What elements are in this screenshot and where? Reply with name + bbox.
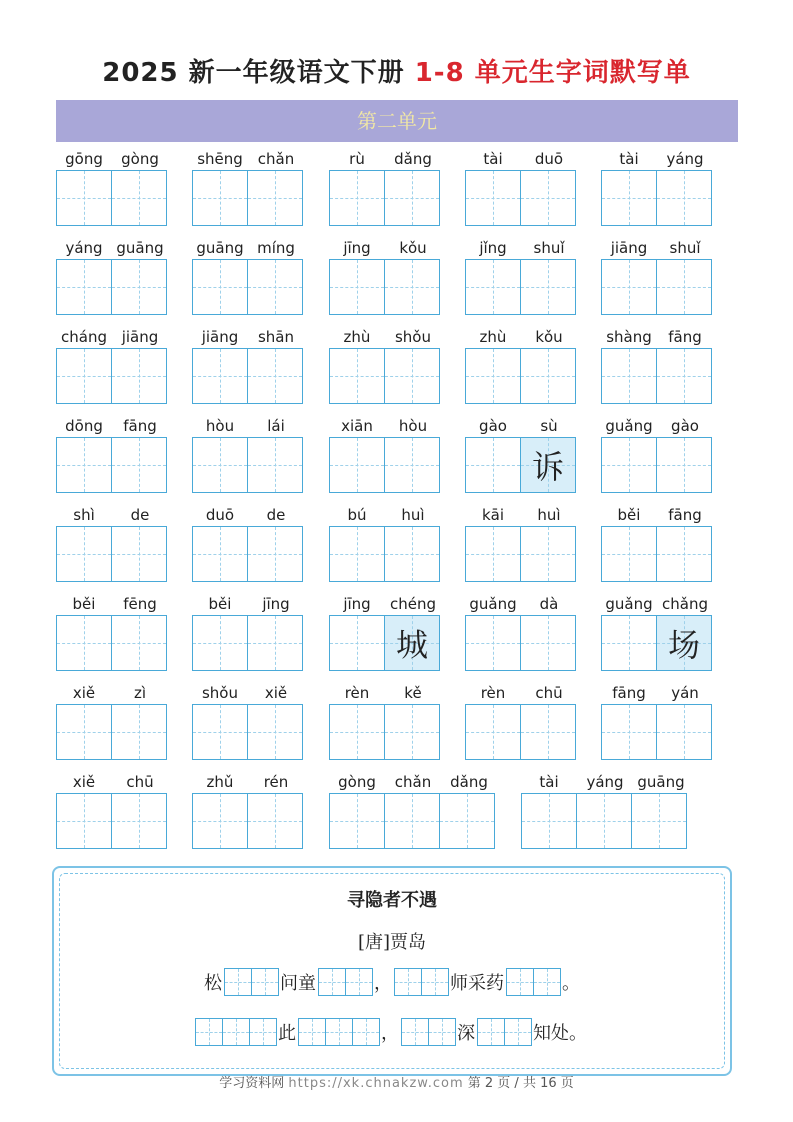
pinyin-label: shuǐ [669,239,701,257]
tianzige-box[interactable] [111,526,167,582]
pinyin-label: zhù [479,328,507,346]
tianzige-box[interactable] [465,615,521,671]
vocab-word [465,150,577,228]
vocab-word [56,417,168,495]
vocab-word [56,506,168,584]
tianzige-box[interactable] [247,259,303,315]
pinyin-label: chǎn [394,773,432,791]
tianzige-box[interactable] [439,793,495,849]
pinyin-label: xiě [72,773,96,791]
poem-text: 问童 [280,973,316,994]
writing-boxes [192,170,302,226]
tianzige-box[interactable] [520,170,576,226]
writing-boxes [601,259,711,315]
tianzige-box[interactable] [384,615,440,671]
tianzige-box[interactable] [111,259,167,315]
pinyin-label: jiāng [121,328,159,346]
writing-boxes [329,615,439,671]
pinyin-label: jīng [343,239,371,257]
vocab-word [601,595,713,673]
poem-line-1 [54,968,730,996]
tianzige-box[interactable] [520,348,576,404]
poem-text: ， [381,1023,399,1044]
vocab-word [192,328,304,406]
vocab-word [56,595,168,673]
pinyin-label: běi [617,506,641,524]
vocab-word [521,773,689,851]
tianzige-box[interactable] [384,437,440,493]
writing-boxes [192,793,302,849]
pinyin-label: shān [257,328,295,346]
pinyin-label: dōng [65,417,103,435]
vocab-word [465,684,577,762]
pinyin-label: běi [208,595,232,613]
pinyin-label: gòng [338,773,376,791]
pinyin-label: zhǔ [206,773,234,791]
unit-header: 第二单元 [56,100,738,142]
poem-blank-box[interactable] [298,1018,326,1046]
vocab-word [329,239,441,317]
tianzige-box[interactable] [111,437,167,493]
tianzige-box[interactable] [247,437,303,493]
writing-boxes [56,437,166,493]
tianzige-box[interactable] [56,170,112,226]
pinyin-label: shuǐ [533,239,565,257]
tianzige-box[interactable] [601,704,657,760]
page-footer [0,1072,793,1091]
vocab-word [56,684,168,762]
pinyin-label: duō [534,150,564,168]
poem-text: 此 [278,1023,296,1044]
pinyin-label: xiě [264,684,288,702]
vocab-word [465,328,577,406]
tianzige-box[interactable] [56,704,112,760]
tianzige-box[interactable] [111,793,167,849]
vocab-word [465,506,577,584]
poem-blank-box[interactable] [345,968,373,996]
vocab-word [329,595,441,673]
pinyin-label: zì [133,684,147,702]
vocab-word [56,239,168,317]
title-highlight: 1-8 单元生字词默写单 [414,58,691,88]
tianzige-box[interactable] [192,348,248,404]
tianzige-box[interactable] [465,526,521,582]
vocab-word [192,595,304,673]
tianzige-box[interactable] [384,259,440,315]
writing-boxes [601,170,711,226]
pinyin-label: guǎng [605,417,653,435]
tianzige-box[interactable] [465,259,521,315]
pinyin-label: shēng [197,150,243,168]
pinyin-label: chéng [389,595,436,613]
pinyin-label: shǒu [394,328,431,346]
writing-boxes [601,526,711,582]
writing-boxes [192,348,302,404]
pinyin-label: dà [539,595,559,613]
poem-text: 师采药 [450,973,504,994]
poem-title: 寻隐者不遇 [347,890,437,911]
tianzige-box[interactable] [111,615,167,671]
vocab-word [601,239,713,317]
vocab-word [192,773,304,851]
tianzige-box[interactable] [192,615,248,671]
poem-blank-box[interactable] [352,1018,380,1046]
pinyin-label: gào [479,417,507,435]
tianzige-box[interactable] [656,170,712,226]
pinyin-label: fāng [668,328,702,346]
pinyin-label: huì [401,506,425,524]
vocab-word [192,506,304,584]
tianzige-box[interactable] [656,526,712,582]
pinyin-label: huì [537,506,561,524]
tianzige-box[interactable] [465,704,521,760]
footer-page-number: 第 2 页 / 共 16 页 [467,1076,574,1091]
pinyin-label: hòu [398,417,428,435]
tianzige-box[interactable] [520,526,576,582]
tianzige-box[interactable] [520,437,576,493]
tianzige-box[interactable] [111,348,167,404]
poem-blank-box[interactable] [318,968,346,996]
poem-text: 松 [204,973,222,994]
tianzige-box[interactable] [465,437,521,493]
tianzige-box[interactable] [247,615,303,671]
tianzige-box[interactable] [56,793,112,849]
vocab-word [192,684,304,762]
pinyin-label: kě [404,684,422,702]
pinyin-label: sù [540,417,558,435]
vocab-word [192,417,304,495]
poem-blank-box[interactable] [421,968,449,996]
pinyin-label: jīng [343,595,371,613]
tianzige-box[interactable] [656,259,712,315]
poem-blank-box[interactable] [533,968,561,996]
pinyin-label: gōng [65,150,103,168]
tianzige-box[interactable] [247,170,303,226]
tianzige-box[interactable] [601,526,657,582]
tianzige-box[interactable] [656,437,712,493]
vocab-word [601,506,713,584]
tianzige-box[interactable] [56,348,112,404]
pinyin-label: jīng [262,595,290,613]
tianzige-box[interactable] [520,615,576,671]
pinyin-label: tài [483,150,503,168]
writing-boxes [465,170,575,226]
vocab-word [56,773,168,851]
writing-boxes [56,170,166,226]
writing-boxes [56,259,166,315]
vocab-word [601,684,713,762]
pinyin-label: yán [671,684,699,702]
vocab-word [192,150,304,228]
pinyin-label: guāng [196,239,244,257]
poem-blank-box[interactable] [195,1018,223,1046]
pinyin-label: míng [257,239,295,257]
vocab-word [465,239,577,317]
tianzige-box[interactable] [465,348,521,404]
title-prefix: 2025 新一年级语文下册 [102,58,405,88]
pinyin-label: rèn [480,684,506,702]
tianzige-box[interactable] [656,615,712,671]
tianzige-box[interactable] [56,259,112,315]
poem-blank-box[interactable] [222,1018,250,1046]
pinyin-label: fāng [123,417,157,435]
vocab-word [465,595,577,673]
pinyin-label: yáng [586,773,624,791]
pinyin-label: hòu [205,417,235,435]
tianzige-box[interactable] [111,170,167,226]
pinyin-label: kǒu [399,239,427,257]
tianzige-box[interactable] [111,704,167,760]
tianzige-box[interactable] [56,526,112,582]
writing-boxes [329,526,439,582]
tianzige-box[interactable] [247,704,303,760]
pinyin-label: shàng [606,328,652,346]
tianzige-box[interactable] [329,259,385,315]
tianzige-box[interactable] [192,793,248,849]
vocab-word [192,239,304,317]
pinyin-label: fāng [668,506,702,524]
pinyin-label: fāng [612,684,646,702]
writing-boxes [329,348,439,404]
writing-boxes [465,615,575,671]
poem-blank-box[interactable] [477,1018,505,1046]
writing-boxes [192,704,302,760]
writing-boxes [329,704,439,760]
tianzige-box[interactable] [192,437,248,493]
tianzige-box[interactable] [247,348,303,404]
tianzige-box[interactable] [465,170,521,226]
pinyin-label: duō [205,506,235,524]
pinyin-label: xiān [341,417,373,435]
writing-boxes [192,526,302,582]
tianzige-box[interactable] [192,526,248,582]
writing-boxes [56,793,166,849]
tianzige-box[interactable] [384,170,440,226]
tianzige-box[interactable] [192,170,248,226]
pinyin-label: běi [72,595,96,613]
tianzige-box[interactable] [384,348,440,404]
writing-boxes [465,259,575,315]
pinyin-label: dǎng [394,150,432,168]
tianzige-box[interactable] [520,704,576,760]
writing-boxes [601,437,711,493]
pinyin-label: de [130,506,150,524]
writing-boxes [521,793,686,849]
pinyin-label: kāi [481,506,505,524]
tianzige-box[interactable] [192,704,248,760]
pinyin-label: rén [263,773,289,791]
footer-site: 学习资料网 [219,1076,285,1091]
writing-boxes [56,348,166,404]
pinyin-label: de [266,506,286,524]
tianzige-box[interactable] [247,526,303,582]
writing-boxes [56,526,166,582]
pinyin-label: gào [671,417,699,435]
tianzige-box[interactable] [601,348,657,404]
pinyin-label: xiě [72,684,96,702]
vocab-word [329,150,441,228]
filled-character: 诉 [531,448,564,486]
writing-boxes [329,437,439,493]
writing-boxes [465,437,575,493]
writing-boxes [465,526,575,582]
vocab-word [56,150,168,228]
pinyin-label: jǐng [479,239,507,257]
vocab-word [329,684,441,762]
pinyin-label: kǒu [535,328,563,346]
tianzige-box[interactable] [247,793,303,849]
vocab-word [329,328,441,406]
tianzige-box[interactable] [601,437,657,493]
tianzige-box[interactable] [192,259,248,315]
poem-text: 深 [457,1023,475,1044]
writing-boxes [601,615,711,671]
pinyin-label: lái [267,417,285,435]
tianzige-box[interactable] [56,437,112,493]
pinyin-label: chū [535,684,563,702]
pinyin-label: rù [349,150,365,168]
pinyin-label: dǎng [450,773,488,791]
poem-line-2 [54,1018,730,1046]
writing-boxes [56,704,166,760]
pinyin-label: fēng [123,595,157,613]
tianzige-box[interactable] [384,704,440,760]
tianzige-box[interactable] [521,793,577,849]
vocab-word [601,150,713,228]
poem-text: 知处。 [533,1023,587,1044]
pinyin-label: zhù [343,328,371,346]
poem-blank-box[interactable] [325,1018,353,1046]
pinyin-label: chǎng [662,595,708,613]
pinyin-label: guāng [637,773,685,791]
filled-character: 城 [395,626,428,664]
writing-boxes [329,793,494,849]
writing-boxes [329,170,439,226]
writing-boxes [465,348,575,404]
tianzige-box[interactable] [656,348,712,404]
vocab-word [329,417,441,495]
tianzige-box[interactable] [329,704,385,760]
pinyin-label: yáng [65,239,103,257]
pinyin-label: cháng [61,328,107,346]
page-title [0,52,793,89]
tianzige-box[interactable] [520,259,576,315]
tianzige-box[interactable] [384,793,440,849]
pinyin-label: guǎng [605,595,653,613]
tianzige-box[interactable] [631,793,687,849]
pinyin-label: yáng [666,150,704,168]
writing-boxes [601,704,711,760]
pinyin-label: tài [619,150,639,168]
pinyin-label: gòng [121,150,159,168]
poem-blank-box[interactable] [506,968,534,996]
pinyin-label: tài [539,773,559,791]
pinyin-label: guāng [116,239,164,257]
pinyin-label: shì [73,506,95,524]
poem-blank-box[interactable] [428,1018,456,1046]
poem-blank-box[interactable] [504,1018,532,1046]
vocab-word [601,328,713,406]
pinyin-label: guǎng [469,595,517,613]
tianzige-box[interactable] [656,704,712,760]
tianzige-box[interactable] [329,348,385,404]
tianzige-box[interactable] [601,259,657,315]
poem-blank-box[interactable] [401,1018,429,1046]
tianzige-box[interactable] [56,615,112,671]
writing-boxes [192,615,302,671]
tianzige-box[interactable] [329,526,385,582]
writing-boxes [192,437,302,493]
tianzige-box[interactable] [329,437,385,493]
poem-blank-box[interactable] [394,968,422,996]
tianzige-box[interactable] [601,170,657,226]
pinyin-label: chǎn [257,150,295,168]
tianzige-box[interactable] [601,615,657,671]
pinyin-label: bú [347,506,367,524]
vocab-word [56,328,168,406]
poem-blank-box[interactable] [224,968,252,996]
writing-boxes [329,259,439,315]
poem-author: [唐]贾岛 [357,932,427,953]
vocab-word [329,506,441,584]
poem-panel [52,866,732,1076]
writing-boxes [601,348,711,404]
poem-blank-box[interactable] [251,968,279,996]
pinyin-label: shǒu [201,684,238,702]
poem-text: 。 [562,973,580,994]
poem-text: ， [374,973,392,994]
poem-blank-box[interactable] [249,1018,277,1046]
pinyin-label: rèn [344,684,370,702]
tianzige-box[interactable] [329,793,385,849]
tianzige-box[interactable] [329,615,385,671]
filled-character: 场 [667,626,700,664]
tianzige-box[interactable] [576,793,632,849]
writing-boxes [192,259,302,315]
vocab-word [601,417,713,495]
tianzige-box[interactable] [329,170,385,226]
writing-boxes [465,704,575,760]
writing-boxes [56,615,166,671]
vocab-word [329,773,497,851]
tianzige-box[interactable] [384,526,440,582]
pinyin-label: jiāng [201,328,239,346]
vocab-word [465,417,577,495]
footer-url[interactable]: https://xk.chnakzw.com [288,1076,464,1091]
pinyin-label: chū [126,773,154,791]
pinyin-label: jiāng [610,239,648,257]
